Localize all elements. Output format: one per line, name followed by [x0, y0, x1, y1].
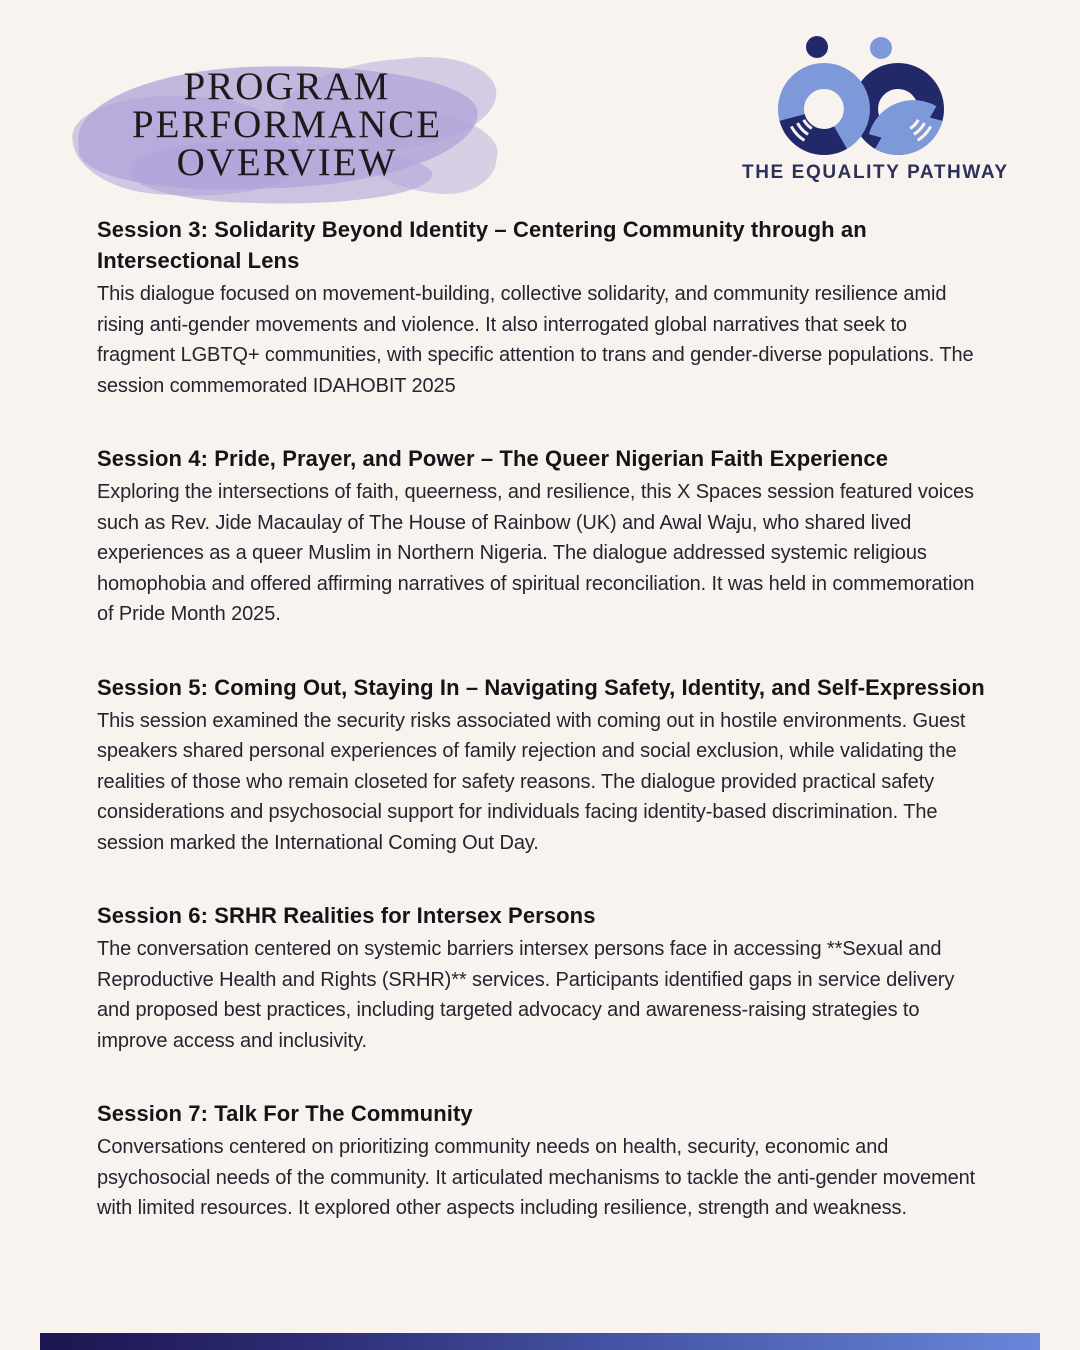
session-heading: Session 6: SRHR Realities for Intersex Persons [97, 903, 596, 928]
footer-gradient-bar [40, 1333, 1040, 1350]
equality-pathway-logo [742, 24, 1009, 184]
page-title-line: PROGRAM [183, 65, 391, 108]
session-heading: Session 5: Coming Out, Staying In – Navigating Safety, Identity, and Self-Expression [97, 674, 985, 700]
page-title-line: PERFORMANCE [131, 103, 443, 146]
session-body: Conversations centered on prioritizing community needs on health, security, economic and psychosocial needs of the community. It articulated mechanisms to tackle the anti-gender movement with limited resources. It explored other aspects including resilience, strength and weakness. [97, 1136, 976, 1219]
session-4-section [97, 443, 985, 630]
session-3-section [97, 214, 985, 401]
session-5-section [97, 672, 985, 859]
session-body: The conversation centered on systemic barriers intersex persons face in accessing **Sexual and Reproductive Health and Rights (SRHR)** services. Participants identified gaps in service delivery and proposed best practices, including targeted advocacy and awareness-raising strategies to improve access and inclusivity. [97, 938, 955, 1052]
session-heading: Session 3: Solidarity Beyond Identity – Centering Community through an Intersectional Lens [97, 217, 867, 273]
session-body: This session examined the security risks associated with coming out in hostile environments. Guest speakers shared personal experiences of family rejection and social exclusion, while validating the realities of those who remain closeted for safety reasons. The dialogue provided practical safety considerations and psychosocial support for individuals facing identity-based discrimination. The session marked the International Coming Out Day. [97, 709, 966, 854]
session-body: This dialogue focused on movement-building, collective solidarity, and community resilience amid rising anti-gender movements and violence. It also interrogated global narratives that seek to fragment LGBTQ+ communities, with specific attention to trans and gender-diverse populations. The session commemorated IDAHOBIT 2025 [97, 283, 974, 397]
title-block [72, 52, 502, 204]
sessions-list [97, 214, 985, 1224]
session-heading: Session 4: Pride, Prayer, and Power – The Queer Nigerian Faith Experience [97, 446, 889, 471]
session-7-section [97, 1098, 985, 1224]
logo-wordmark: THE EQUALITY PATHWAY [742, 162, 1009, 183]
session-6-section [97, 900, 985, 1056]
interlocked-rings-icon [772, 24, 962, 160]
session-heading: Session 7: Talk For The Community [97, 1101, 473, 1126]
page-title-line: OVERVIEW [176, 141, 398, 184]
session-body: Exploring the intersections of faith, queerness, and resilience, this X Spaces session featured voices such as Rev. Jide Macaulay of The House of Rainbow (UK) and Awal Waju, who shared lived experiences as a queer Muslim in Northern Nigeria. The dialogue addressed systemic religious homophobia and offered affirming narratives of spiritual reconciliation. It was held in commemoration of Pride Month 2025. [97, 481, 975, 625]
page-title [72, 52, 502, 182]
